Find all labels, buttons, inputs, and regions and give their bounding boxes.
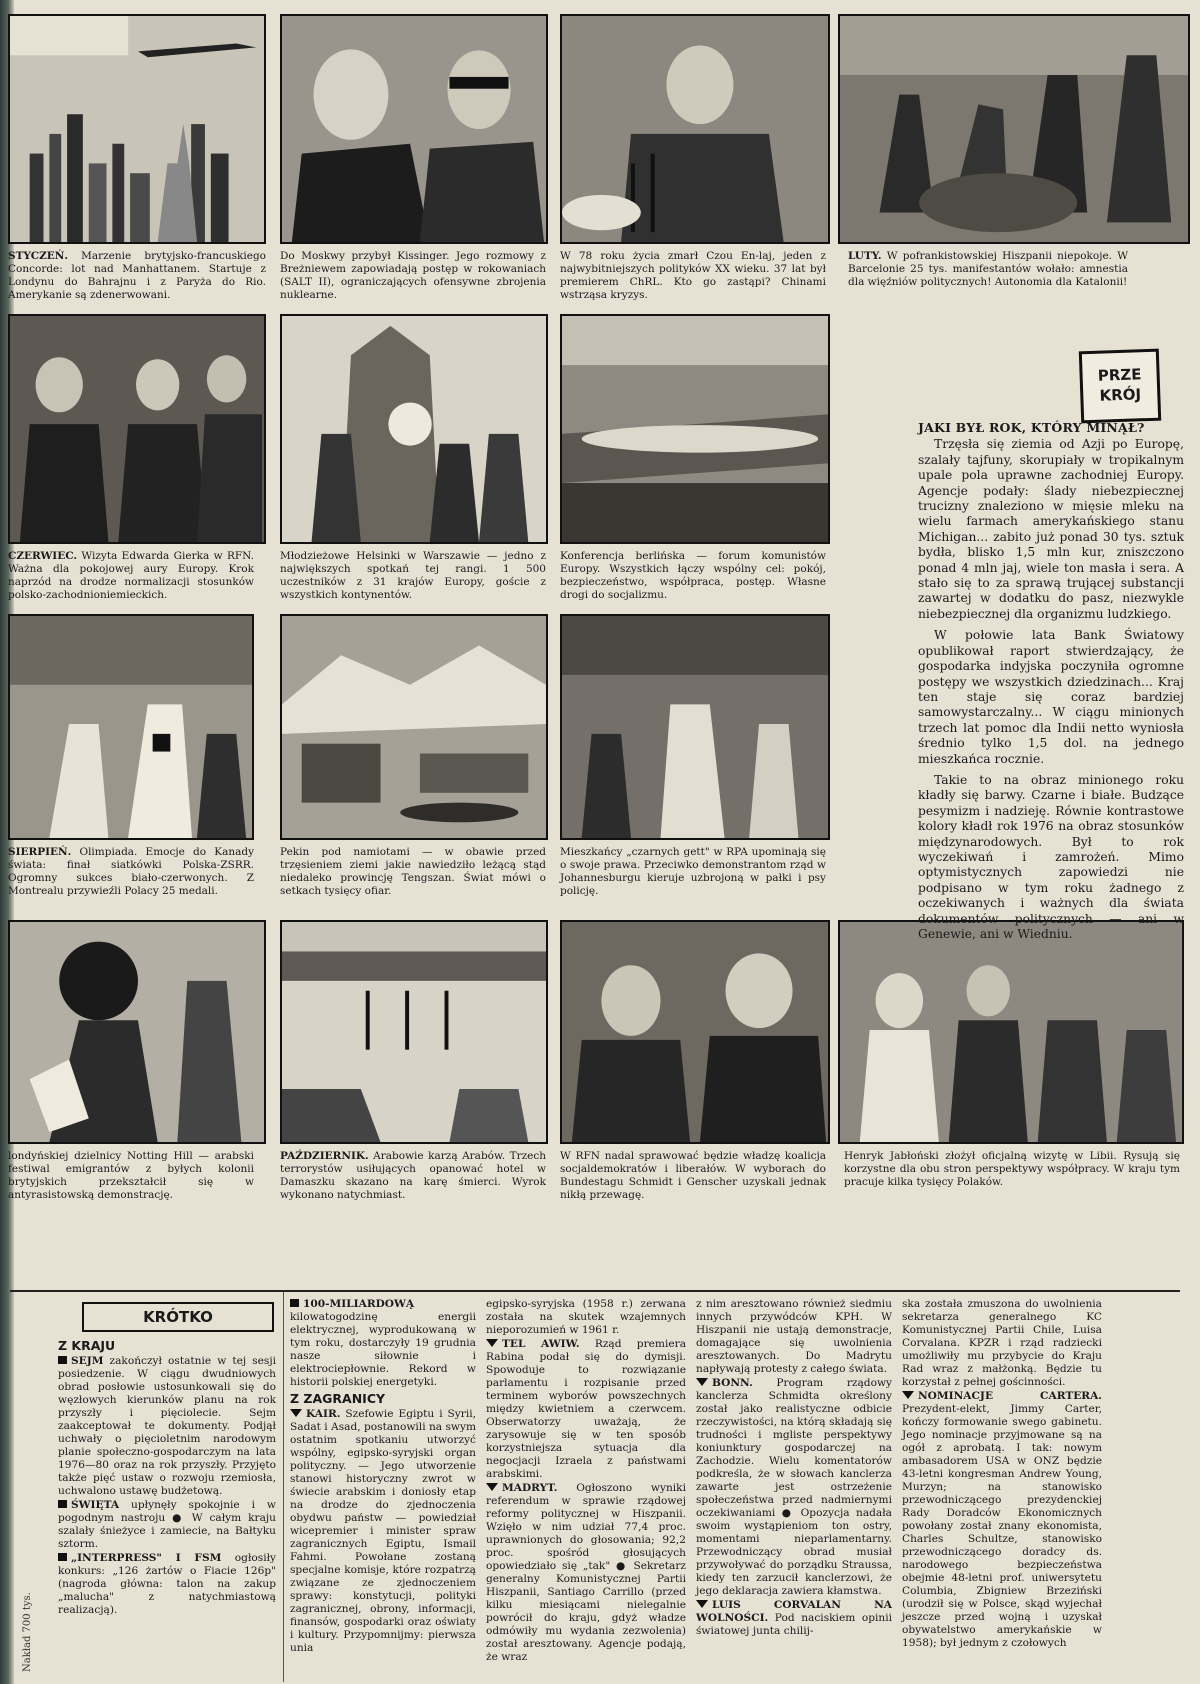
bullet-square-icon [58, 1500, 67, 1508]
bullet-triangle-icon [902, 1391, 914, 1399]
caption-january: STYCZEŃ. Marzenie brytyjsko-francuskiego Concorde: lot nad Manhattanem. Startuje z Londynu do Bahrajnu i z Paryża do Rio. Amerykanie są zdenerwowani. [8, 250, 266, 301]
essay-article [918, 420, 1184, 948]
bullet-square-icon [290, 1299, 299, 1307]
photo-cell-rpa [560, 614, 830, 914]
photo-jablonski-libya [838, 920, 1184, 1144]
essay-paragraph: W połowie lata Bank Światowy opublikował raport stwierdzający, że gospodarka indyjska poczyniła ogromne postępy we wszystkich dziedzinach... Kraj ten staje się coraz bardziej samowystarczalny... W ciągu minionych trzech lat pomoc dla Indii netto wyniosła średnio tylko 1,5 dol. na jednego mieszkańca rocznie. [918, 628, 1184, 766]
photo-damascus-execution [280, 920, 548, 1144]
news-item: „INTERPRESS" I FSM ogłosiły konkurs: „126 żartów o Fiacie 126p" (nagroda główna: talon na zakup „malucha" z natychmiastową realizacją). [58, 1552, 276, 1616]
photo-olympic-volleyball [8, 614, 254, 840]
photo-cell-zhou [560, 14, 830, 314]
news-column-3 [486, 1298, 686, 1665]
photo-cell-october [280, 920, 550, 1220]
photo-cell-february [838, 14, 1192, 314]
photo-rpa-ghetto [560, 614, 830, 840]
photo-concorde-manhattan [8, 14, 266, 244]
caption-helsinki: Młodzieżowe Helsinki w Warszawie — jedno z największych spotkań tej rangi. 1 500 uczestników z 31 krajów Europy, goście z wszystkich kontynentów. [280, 550, 546, 601]
news-item: ŚWIĘTA upłynęły spokojnie i w pogodnym nastroju ● W całym kraju szalały śnieżyce i zamiecie, na Bałtyku sztorm. [58, 1499, 276, 1550]
bullet-triangle-icon [486, 1483, 498, 1491]
photo-cell-libya [838, 920, 1192, 1220]
news-column-1 [58, 1336, 276, 1618]
bullet-triangle-icon [696, 1600, 708, 1608]
caption-june: CZERWIEC. Wizyta Edwarda Gierka w RFN. Ważna dla pokojowej aury Europy. Krok naprzód na drodze normalizacji stosunków polsko-zachodnioniemieckich. [8, 550, 254, 601]
bullet-triangle-icon [290, 1409, 302, 1417]
caption-beijing: Pekin pod namiotami — w obawie przed trzęsieniem ziemi jakie nawiedziło leżącą stąd niedaleko prowincję Tengszan. Świat mówi o setkach tysięcy ofiar. [280, 846, 546, 897]
photo-cell-january [8, 14, 268, 314]
photo-schmidt-genscher [560, 920, 830, 1144]
news-item: SEJM zakończył ostatnie w tej sesji posiedzenie. W ciągu dwudniowych obrad posłowie ustosunkowali się do węzłowych kierunków planu na rok przyszły i pięciolecie. Sejm zaakceptował te dokumenty. Podjął uchwały o pięcioletnim narodowym planie społeczno-gospodarczym na lata 1976—80 oraz na rok przyszły. Przyjęto także pięć ustaw o rozwoju rzemiosła, uchwalono ustawę budżetową. [58, 1355, 276, 1497]
photo-cell-rfn-elections [560, 920, 830, 1220]
photo-notting-hill [8, 920, 266, 1144]
photo-beijing-tents [280, 614, 548, 840]
photo-cell-berlin [560, 314, 830, 614]
przekroj-logo: PRZE KRÓJ [1079, 349, 1161, 424]
section-heading-z-zagranicy: Z ZAGRANICY [290, 1391, 386, 1406]
essay-title: JAKI BYŁ ROK, KTÓRY MINĄŁ? [918, 420, 1145, 435]
photo-cell-june [8, 314, 268, 614]
news-item: egipsko-syryjska (1958 r.) zerwana została na skutek wzajemnych nieporozumień w 1961 r. [486, 1298, 686, 1336]
caption-berlin: Konferencja berlińska — forum komunistów Europy. Wszystkich łączy wspólny cel: pokój, bezpieczeństwo, współpraca, postęp. Własne drogi do socjalizmu. [560, 550, 826, 601]
essay-paragraph: Trzęsła się ziemia od Azji po Europę, szalały tajfuny, skorupiały w tropikalnym upale pola uprawne zachodniej Europy. Agencje podały: ślady niebezpiecznej trucizny znaleziono w mięsie mleku na wielu farmach amerykańskiego stanu Michigan... zabito już ponad 30 tys. sztuk bydła, blisko 1,5 mln kur, zniszczono ponad 4 mln jaj, wiele ton masła i sera. A stało się to za sprawą trującej substancji zawartej w dodatku do pasz, niezwykle niebezpiecznej dla organizmu ludzkiego. [918, 437, 1184, 621]
photo-brezhnev-kissinger [280, 14, 548, 244]
news-item: z nim aresztowano również siedmiu innych przywódców KPH. W Hiszpanii nie ustają demonstracje, domagające się uwolnienia aresztowanych. Do Madrytu napływają protesty z całego świata. [696, 1298, 892, 1375]
print-run-label: Nakład 700 tys. [22, 1592, 33, 1672]
photo-cell-notting-hill [8, 920, 268, 1220]
bullet-square-icon [58, 1553, 67, 1561]
photo-gierek-rfn [8, 314, 266, 544]
news-item: BONN. Program rządowy kanclerza Schmidta określony został jako realistyczne odbicie rzeczywistości, na którą składają się trudności i mgliste perspektywy koniunktury gospodarczej na Zachodzie. Wielu komentatorów podkreśla, że w słowach kanclerza zawarte jest ostrzeżenie społeczeństwa przed nadmiernymi oczekiwaniami ● Opozycja nadała swoim wystąpieniom ton ostry, momentami nieparlamentarny. Przewodniczący obrad musiał przywoływać do porządku Straussa, kiedy ten zarzucił kanclerzowi, że jego deklaracja zawiera kłamstwa. [696, 1377, 892, 1597]
news-item: 100-MILIARDOWĄ kilowatogodzinę energii elektrycznej, wyprodukowaną w tym roku, dostarczyły 19 grudnia nasze siłownie i elektrociepłownie. Rekord w historii polskiej energetyki. [290, 1298, 476, 1388]
caption-libya: Henryk Jabłoński złożył oficjalną wizytę w Libii. Rysują się korzystne dla obu stron perspektywy współpracy. W kraju tym pracuje kilka tysięcy Polaków. [844, 1150, 1180, 1188]
news-column-2 [290, 1298, 476, 1656]
photo-zhou-enlai [560, 14, 830, 244]
caption-rpa: Mieszkańcy „czarnych gett" w RPA upominają się o swoje prawa. Przeciwko demonstrantom rząd w Johannesburgu kieruje uzbrojoną w pałki i psy policję. [560, 846, 826, 897]
news-item: LUIS CORVALAN NA WOLNOŚCI. Pod naciskiem opinii światowej junta chilij- [696, 1599, 892, 1637]
photo-barcelona-protest [838, 14, 1190, 244]
news-item: TEL AWIW. Rząd premiera Rabina podał się do dymisji. Spowoduje to rozwiązanie parlamentu i rozpisanie przed terminem wyborów powszechnych między kwietniem a czerwcem. Obserwatorzy uważają, że zarysowuje się w ten sposób korzystniejsza sytuacja dla negocjacji Izraela z państwami arabskimi. [486, 1338, 687, 1480]
photo-youth-warsaw [280, 314, 548, 544]
column-divider [283, 1292, 284, 1682]
caption-kissinger: Do Moskwy przybył Kissinger. Jego rozmowy z Breżniewem zapowiadają postęp w rokowaniach (SALT II), ograniczających ofensywne zbrojenia nuklearne. [280, 250, 546, 301]
bullet-triangle-icon [696, 1378, 708, 1386]
caption-zhou: W 78 roku życia zmarł Czou En-laj, jeden z najwybitniejszych polityków XX wieku. 37 lat był premierem ChRL. Kto go zastąpi? Chinami wstrząsa kryzys. [560, 250, 826, 301]
photo-cell-helsinki [280, 314, 550, 614]
news-item: MADRYT. Ogłoszono wyniki referendum w sprawie rządowej reformy politycznej w Hiszpanii. Wzięło w nim udział 77,4 proc. uprawnionych do głosowania; 92,2 proc. spośród głosujących opowiedziało się „tak" ● Sekretarz generalny Komunistycznej Partii Hiszpanii, Santiago Carrillo (przed kilku miesiącami nielegalnie powrócił do kraju, gdyż władze odmówiły mu wydania zezwolenia) został aresztowany. Agencje podają, że wraz [486, 1482, 686, 1663]
news-item: KAIR. Szefowie Egiptu i Syrii, Sadat i Asad, postanowili na swym ostatnim spotkaniu utworzyć wspólny, egipsko-syryjski organ polityczny. — Jego utworzenie stanowi historyczny zwrot w świecie arabskim i doniosły etap na drodze do zjednoczenia obydwu państw — powiedział wicepremier i minister spraw zagranicznych Egiptu, Ismail Fahmi. Powołane zostaną specjalne komisje, które rozpatrzą związane ze zjednoczeniem sprawy: konstytucji, polityki zagranicznej, obrony, informacji, finansów, gospodarki oraz oświaty i kultury. Przypomnijmy: pierwsza unia [290, 1408, 476, 1654]
caption-october: PAŹDZIERNIK. Arabowie karzą Arabów. Trzech terrorystów usiłujących opanować hotel w Damaszku skazano na karę śmierci. Wyrok wykonano natychmiast. [280, 1150, 546, 1201]
photo-cell-august [8, 614, 268, 914]
krotko-section [18, 1292, 1192, 1682]
news-item: NOMINACJE CARTERA. Prezydent-elekt, Jimmy Carter, kończy formowanie swego gabinetu. Jego nominacje przyjmowane są na ogół z aprobatą. I tak: nowym ambasadorem USA w ONZ będzie 43-letni kongresman Andrew Young, Murzyn; na stanowisko przewodniczącego prezydenckiej Rady Doradców Ekonomicznych powołany został znany ekonomista, Charles Schultze, stanowisko przewodniczącego doradcy ds. narodowego bezpieczeństwa obejmie 48-letni prof. uniwersytetu Columbia, Zbigniew Brzeziński (urodził się w Polsce, skąd wyjechał jeszcze przed wojną i uzyskał obywatelstwo amerykańskie w 1958); był jednym z czołowych [902, 1390, 1102, 1649]
bullet-square-icon [58, 1356, 67, 1364]
section-heading-z-kraju: Z KRAJU [58, 1338, 116, 1353]
krotko-title: KRÓTKO [82, 1302, 274, 1332]
caption-february: LUTY. W pofrankistowskiej Hiszpanii niepokoje. W Barcelonie 25 tys. manifestantów wołało: amnestia dla więźniów politycznych! Autonomia dla Katalonii! [848, 250, 1128, 288]
news-item: ska została zmuszona do uwolnienia sekretarza generalnego KC Komunistycznej Partii Chile, Luisa Corvalana. KPZR i rząd radziecki umożliwiły mu przybycie do Kraju Rad wraz z małżonką. Będzie tu korzystał z pełnej gościnności. [902, 1298, 1102, 1388]
photo-berlin-conference [560, 314, 830, 544]
news-column-5 [902, 1298, 1102, 1651]
bullet-triangle-icon [486, 1339, 498, 1347]
caption-august: SIERPIEŃ. Olimpiada. Emocje do Kanady świata: finał siatkówki Polska-ZSRR. Ogromny sukces biało-czerwonych. Z Montrealu przywieźli Polacy 25 medali. [8, 846, 254, 897]
caption-notting-hill: londyńskiej dzielnicy Notting Hill — arabski festiwal emigrantów z byłych kolonii brytyjskich przekształcił się w antyrasistowską demonstrację. [8, 1150, 254, 1201]
news-column-4 [696, 1298, 892, 1639]
caption-rfn-elections: W RFN nadal sprawować będzie władzę koalicja socjaldemokratów i liberałów. W wyborach do Bundestagu Schmidt i Genscher uzyskali jednak nikłą przewagę. [560, 1150, 826, 1201]
essay-paragraph: Takie to na obraz minionego roku kładły się barwy. Czarne i białe. Budzące pesymizm i nadzieję. Równie kontrastowe kolory kładł rok 1976 na obraz stosunków międzynarodowych. Był to rok wyczekiwań i zamrożeń. Mimo optymistycznych zapowiedzi nie podpisano w tym roku żadnego z oczekiwanych i ważnych dla świata dokumentów politycznych — ani w Genewie, ani w Wiedniu. [918, 772, 1184, 941]
photo-cell-beijing [280, 614, 550, 914]
photo-cell-kissinger [280, 14, 550, 314]
